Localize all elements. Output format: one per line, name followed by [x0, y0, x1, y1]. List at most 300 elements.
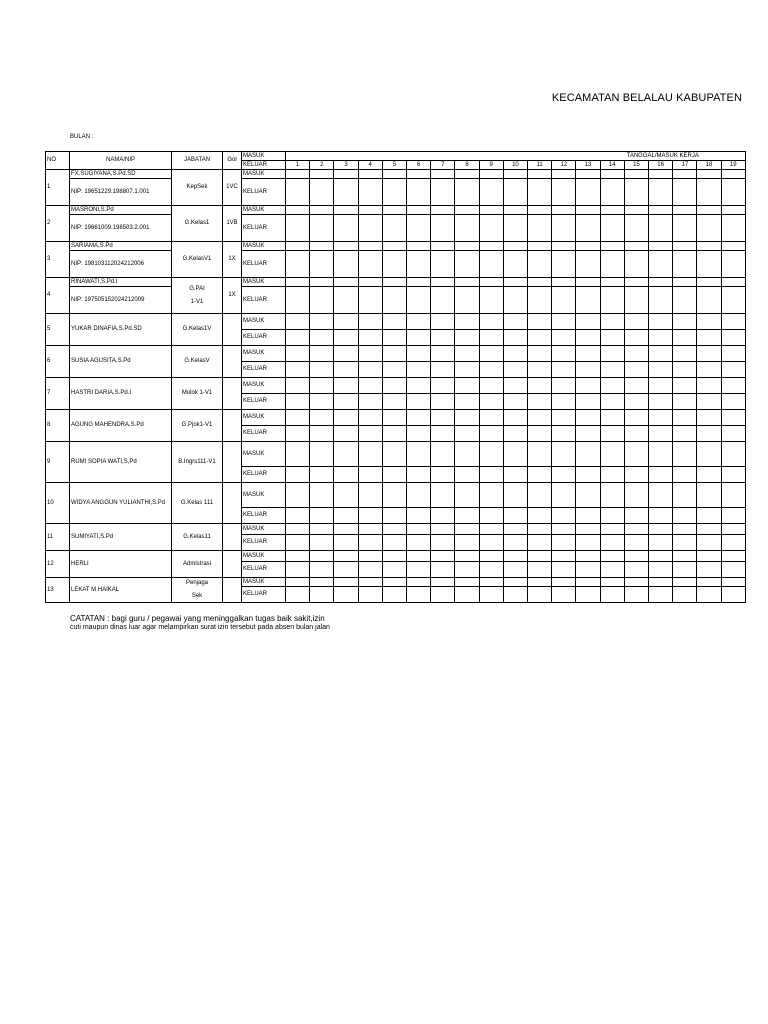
- employee-row: [46, 578, 746, 587]
- bulan-label: BULAN :: [70, 134, 94, 140]
- day-cell-keluar: [624, 330, 648, 346]
- day-cell-keluar: [528, 251, 552, 278]
- day-cell-keluar: [600, 394, 624, 410]
- day-cell-keluar: [624, 467, 648, 483]
- day-header: 1: [286, 161, 310, 170]
- day-cell-keluar: [721, 508, 745, 524]
- day-cell-keluar: [649, 287, 673, 314]
- day-cell-masuk: [407, 524, 431, 535]
- day-cell-keluar: [382, 330, 406, 346]
- day-cell-masuk: [479, 242, 503, 251]
- employee-name: SUMIYATI,S.Pd: [70, 524, 172, 551]
- day-cell-masuk: [479, 314, 503, 330]
- day-cell-keluar: [576, 251, 600, 278]
- day-cell-keluar: [479, 587, 503, 603]
- day-cell-keluar: [576, 508, 600, 524]
- day-cell-masuk: [673, 442, 697, 467]
- employee-nip: NIP: 19651229.198807.1.001: [70, 179, 172, 206]
- day-header: 6: [407, 161, 431, 170]
- day-cell-keluar: [503, 535, 527, 551]
- day-cell-masuk: [552, 378, 576, 394]
- day-cell-masuk: [503, 346, 527, 362]
- day-cell-masuk: [382, 278, 406, 287]
- day-cell-keluar: [358, 362, 382, 378]
- day-cell-masuk: [358, 524, 382, 535]
- day-cell-masuk: [697, 346, 721, 362]
- day-cell-masuk: [624, 206, 648, 215]
- day-cell-keluar: [576, 215, 600, 242]
- day-cell-keluar: [503, 508, 527, 524]
- employee-name: HASTRI DARIA,S.Pd.I: [70, 378, 172, 410]
- day-cell-keluar: [431, 330, 455, 346]
- day-cell-masuk: [576, 483, 600, 508]
- masuk-label: MASUK: [242, 378, 286, 394]
- day-cell-masuk: [649, 242, 673, 251]
- day-cell-keluar: [455, 362, 479, 378]
- employee-jabatan: [172, 314, 223, 346]
- day-cell-masuk: [310, 483, 334, 508]
- day-cell-masuk: [382, 442, 406, 467]
- day-cell-keluar: [479, 535, 503, 551]
- day-cell-keluar: [310, 535, 334, 551]
- day-cell-keluar: [697, 467, 721, 483]
- day-cell-keluar: [697, 587, 721, 603]
- day-cell-keluar: [624, 508, 648, 524]
- masuk-label: MASUK: [242, 242, 286, 251]
- jabatan-text: B.Ingrs111-V1: [178, 458, 216, 465]
- day-cell-masuk: [407, 346, 431, 362]
- day-cell-masuk: [576, 206, 600, 215]
- day-cell-masuk: [382, 410, 406, 426]
- day-cell-keluar: [576, 179, 600, 206]
- day-cell-masuk: [455, 314, 479, 330]
- day-cell-masuk: [310, 410, 334, 426]
- day-cell-masuk: [455, 483, 479, 508]
- day-cell-keluar: [552, 251, 576, 278]
- day-cell-keluar: [407, 394, 431, 410]
- day-cell-keluar: [673, 467, 697, 483]
- jabatan-text: Penjaga: [185, 580, 209, 586]
- day-cell-masuk: [286, 410, 310, 426]
- employee-row-keluar: [46, 179, 746, 206]
- day-cell-masuk: [382, 378, 406, 394]
- day-cell-keluar: [649, 362, 673, 378]
- day-cell-masuk: [334, 551, 358, 562]
- masuk-label: MASUK: [242, 442, 286, 467]
- day-cell-keluar: [382, 215, 406, 242]
- day-cell-masuk: [407, 578, 431, 587]
- day-cell-keluar: [697, 330, 721, 346]
- row-no: 4: [46, 278, 70, 314]
- day-cell-keluar: [649, 179, 673, 206]
- day-cell-keluar: [407, 562, 431, 578]
- day-cell-masuk: [310, 551, 334, 562]
- day-cell-masuk: [697, 442, 721, 467]
- jabatan-text: Mulok 1-V1: [181, 390, 213, 396]
- day-cell-masuk: [600, 278, 624, 287]
- day-cell-masuk: [721, 442, 745, 467]
- day-cell-masuk: [576, 170, 600, 179]
- day-cell-keluar: [479, 179, 503, 206]
- day-cell-masuk: [576, 410, 600, 426]
- day-cell-keluar: [649, 251, 673, 278]
- day-cell-keluar: [455, 467, 479, 483]
- day-cell-keluar: [310, 251, 334, 278]
- day-cell-masuk: [600, 314, 624, 330]
- employee-jabatan: [172, 242, 223, 278]
- day-cell-keluar: [552, 535, 576, 551]
- employee-gol: [223, 346, 242, 378]
- day-cell-keluar: [600, 287, 624, 314]
- day-cell-masuk: [286, 578, 310, 587]
- day-cell-masuk: [528, 346, 552, 362]
- day-cell-masuk: [721, 551, 745, 562]
- day-cell-keluar: [600, 508, 624, 524]
- row-no: 11: [46, 524, 70, 551]
- day-cell-keluar: [503, 287, 527, 314]
- day-cell-masuk: [697, 551, 721, 562]
- day-cell-masuk: [503, 206, 527, 215]
- jabatan-text: G.KelasV: [184, 358, 210, 364]
- employee-row: [46, 242, 746, 251]
- day-cell-masuk: [624, 278, 648, 287]
- day-cell-keluar: [382, 587, 406, 603]
- day-cell-masuk: [503, 410, 527, 426]
- day-cell-keluar: [528, 467, 552, 483]
- note-line-1: CATATAN : bagi guru / pegawai yang meninggalkan tugas baik sakit,izin: [70, 614, 325, 623]
- jabatan-text: G.Kelas 111: [180, 499, 214, 506]
- day-cell-keluar: [600, 179, 624, 206]
- day-cell-masuk: [697, 378, 721, 394]
- day-cell-masuk: [576, 346, 600, 362]
- day-cell-masuk: [334, 242, 358, 251]
- day-cell-masuk: [407, 206, 431, 215]
- day-header: 10: [503, 161, 527, 170]
- employee-nip: NIP: 198103112024212006: [70, 251, 172, 278]
- day-cell-keluar: [479, 508, 503, 524]
- day-cell-masuk: [382, 524, 406, 535]
- masuk-label: MASUK: [242, 524, 286, 535]
- jabatan-text-2: Sek: [191, 593, 203, 599]
- day-cell-masuk: [600, 483, 624, 508]
- keluar-label: KELUAR: [242, 562, 286, 578]
- day-cell-masuk: [431, 346, 455, 362]
- employee-jabatan: [172, 278, 223, 314]
- day-cell-masuk: [431, 170, 455, 179]
- day-cell-keluar: [649, 467, 673, 483]
- day-header: 13: [576, 161, 600, 170]
- day-cell-keluar: [552, 508, 576, 524]
- day-cell-masuk: [407, 483, 431, 508]
- day-header: 15: [624, 161, 648, 170]
- day-cell-keluar: [673, 179, 697, 206]
- employee-row: [46, 206, 746, 215]
- employee-gol: [223, 578, 242, 603]
- day-cell-masuk: [503, 483, 527, 508]
- employee-jabatan: [172, 578, 223, 603]
- day-cell-masuk: [528, 206, 552, 215]
- employee-jabatan: [172, 551, 223, 578]
- day-cell-masuk: [310, 346, 334, 362]
- employee-row: [46, 442, 746, 467]
- employee-name: SARIAMA,S.Pd: [70, 242, 172, 251]
- day-cell-keluar: [600, 251, 624, 278]
- day-cell-keluar: [286, 287, 310, 314]
- day-cell-masuk: [407, 551, 431, 562]
- employee-row: [46, 483, 746, 508]
- day-cell-keluar: [382, 535, 406, 551]
- day-cell-keluar: [286, 251, 310, 278]
- day-cell-keluar: [673, 330, 697, 346]
- day-cell-masuk: [673, 170, 697, 179]
- day-cell-keluar: [721, 179, 745, 206]
- employee-row: [46, 346, 746, 362]
- day-cell-masuk: [528, 410, 552, 426]
- day-cell-keluar: [503, 215, 527, 242]
- day-cell-keluar: [286, 535, 310, 551]
- day-cell-keluar: [310, 179, 334, 206]
- day-cell-masuk: [697, 206, 721, 215]
- day-cell-keluar: [528, 362, 552, 378]
- day-cell-keluar: [407, 362, 431, 378]
- day-cell-masuk: [310, 524, 334, 535]
- day-cell-masuk: [431, 314, 455, 330]
- day-cell-keluar: [431, 362, 455, 378]
- day-cell-keluar: [479, 215, 503, 242]
- day-cell-masuk: [310, 206, 334, 215]
- employee-gol: [223, 483, 242, 524]
- day-cell-keluar: [503, 251, 527, 278]
- day-cell-masuk: [455, 170, 479, 179]
- day-cell-keluar: [697, 215, 721, 242]
- day-cell-masuk: [503, 170, 527, 179]
- day-cell-keluar: [407, 330, 431, 346]
- day-cell-keluar: [479, 426, 503, 442]
- day-cell-masuk: [576, 578, 600, 587]
- employee-name: SUSIA AGUSITA,S.Pd: [70, 346, 172, 378]
- day-cell-masuk: [382, 314, 406, 330]
- day-cell-keluar: [673, 251, 697, 278]
- day-cell-masuk: [649, 410, 673, 426]
- day-cell-keluar: [358, 562, 382, 578]
- day-cell-masuk: [649, 206, 673, 215]
- day-cell-masuk: [455, 551, 479, 562]
- day-cell-keluar: [479, 562, 503, 578]
- day-cell-keluar: [649, 330, 673, 346]
- day-cell-masuk: [503, 524, 527, 535]
- day-cell-masuk: [552, 278, 576, 287]
- day-cell-masuk: [673, 578, 697, 587]
- day-cell-keluar: [382, 426, 406, 442]
- day-cell-keluar: [576, 535, 600, 551]
- header-nama-nip: NAMA/NIP: [70, 152, 172, 170]
- day-cell-masuk: [479, 524, 503, 535]
- employee-gol: [223, 524, 242, 551]
- day-cell-masuk: [697, 410, 721, 426]
- employee-name: RUMI SOPIA WATI,S,Pd: [70, 442, 172, 483]
- day-cell-masuk: [407, 278, 431, 287]
- keluar-label: KELUAR: [242, 179, 286, 206]
- day-cell-masuk: [649, 442, 673, 467]
- day-cell-keluar: [576, 426, 600, 442]
- employee-name: MASRONI,S.Pd: [70, 206, 172, 215]
- day-cell-masuk: [528, 578, 552, 587]
- day-cell-masuk: [286, 442, 310, 467]
- day-cell-masuk: [407, 242, 431, 251]
- day-cell-masuk: [624, 551, 648, 562]
- day-cell-masuk: [600, 206, 624, 215]
- day-cell-keluar: [407, 251, 431, 278]
- day-cell-keluar: [552, 467, 576, 483]
- day-cell-keluar: [407, 426, 431, 442]
- employee-gol: 1VB: [223, 206, 242, 242]
- keluar-label: KELUAR: [242, 587, 286, 603]
- employee-gol: 1X: [223, 278, 242, 314]
- day-cell-masuk: [334, 314, 358, 330]
- employee-gol: [223, 551, 242, 578]
- day-cell-masuk: [649, 483, 673, 508]
- day-cell-keluar: [431, 562, 455, 578]
- day-cell-masuk: [552, 524, 576, 535]
- day-cell-masuk: [649, 551, 673, 562]
- day-cell-keluar: [649, 535, 673, 551]
- attendance-table: [45, 151, 746, 603]
- employee-name: FX.SUGIYANA,S.Pd.SD: [70, 170, 172, 179]
- day-cell-keluar: [697, 508, 721, 524]
- row-no: 5: [46, 314, 70, 346]
- catatan-note: [70, 614, 330, 632]
- day-cell-keluar: [600, 426, 624, 442]
- employee-jabatan: [172, 442, 223, 483]
- day-cell-keluar: [358, 287, 382, 314]
- day-cell-keluar: [503, 330, 527, 346]
- day-cell-keluar: [552, 394, 576, 410]
- day-cell-masuk: [697, 278, 721, 287]
- day-cell-keluar: [576, 330, 600, 346]
- day-cell-masuk: [358, 314, 382, 330]
- day-cell-masuk: [721, 206, 745, 215]
- day-cell-masuk: [600, 170, 624, 179]
- day-cell-keluar: [528, 508, 552, 524]
- masuk-label: MASUK: [242, 346, 286, 362]
- day-cell-masuk: [624, 314, 648, 330]
- day-cell-masuk: [600, 346, 624, 362]
- day-cell-keluar: [407, 179, 431, 206]
- day-cell-keluar: [479, 394, 503, 410]
- day-cell-keluar: [358, 215, 382, 242]
- day-cell-masuk: [576, 524, 600, 535]
- day-cell-keluar: [528, 330, 552, 346]
- day-header: 12: [552, 161, 576, 170]
- employee-row: [46, 278, 746, 287]
- day-cell-keluar: [721, 426, 745, 442]
- day-cell-masuk: [479, 578, 503, 587]
- day-cell-keluar: [624, 362, 648, 378]
- day-cell-keluar: [334, 535, 358, 551]
- day-cell-keluar: [431, 394, 455, 410]
- day-cell-masuk: [649, 524, 673, 535]
- day-cell-keluar: [407, 467, 431, 483]
- day-cell-keluar: [624, 394, 648, 410]
- day-cell-masuk: [649, 170, 673, 179]
- day-cell-masuk: [503, 378, 527, 394]
- day-cell-keluar: [528, 535, 552, 551]
- header-keluar: KELUAR: [242, 161, 286, 170]
- keluar-label: KELUAR: [242, 508, 286, 524]
- day-cell-keluar: [576, 287, 600, 314]
- day-cell-masuk: [407, 410, 431, 426]
- day-cell-keluar: [576, 562, 600, 578]
- day-cell-keluar: [697, 251, 721, 278]
- jabatan-text: G.Pjok1-V1: [181, 422, 213, 428]
- employee-name: RINAWATI,S.Pd.I: [70, 278, 172, 287]
- day-cell-masuk: [552, 483, 576, 508]
- day-cell-keluar: [358, 535, 382, 551]
- day-header: 8: [455, 161, 479, 170]
- day-cell-masuk: [334, 442, 358, 467]
- day-cell-masuk: [431, 410, 455, 426]
- header-row-1: [46, 152, 746, 161]
- employee-nip: NIP: 19661009.198503.2.001: [70, 215, 172, 242]
- day-cell-keluar: [552, 287, 576, 314]
- day-header: 5: [382, 161, 406, 170]
- row-no: 2: [46, 206, 70, 242]
- jabatan-text: G.Kelas1V: [182, 326, 212, 332]
- day-cell-keluar: [286, 179, 310, 206]
- day-cell-masuk: [503, 551, 527, 562]
- day-cell-keluar: [334, 179, 358, 206]
- day-cell-keluar: [431, 287, 455, 314]
- day-cell-keluar: [721, 394, 745, 410]
- employee-jabatan: [172, 206, 223, 242]
- jabatan-text: G.Kelas11: [183, 533, 211, 540]
- day-cell-keluar: [552, 215, 576, 242]
- day-cell-keluar: [286, 330, 310, 346]
- employee-gol: [223, 442, 242, 483]
- day-header: 4: [358, 161, 382, 170]
- day-cell-masuk: [576, 551, 600, 562]
- day-cell-masuk: [721, 483, 745, 508]
- day-header: 18: [697, 161, 721, 170]
- day-cell-masuk: [286, 551, 310, 562]
- day-cell-masuk: [528, 170, 552, 179]
- day-cell-keluar: [721, 467, 745, 483]
- day-cell-keluar: [624, 587, 648, 603]
- day-cell-keluar: [334, 215, 358, 242]
- day-cell-keluar: [673, 587, 697, 603]
- day-cell-masuk: [455, 442, 479, 467]
- day-cell-masuk: [649, 378, 673, 394]
- day-cell-masuk: [528, 483, 552, 508]
- day-cell-masuk: [528, 524, 552, 535]
- day-cell-keluar: [334, 467, 358, 483]
- day-cell-masuk: [286, 242, 310, 251]
- day-cell-keluar: [503, 394, 527, 410]
- day-cell-masuk: [455, 524, 479, 535]
- day-cell-keluar: [334, 330, 358, 346]
- day-cell-masuk: [382, 242, 406, 251]
- day-cell-masuk: [649, 278, 673, 287]
- day-cell-keluar: [576, 362, 600, 378]
- keluar-label: KELUAR: [242, 215, 286, 242]
- day-cell-masuk: [334, 410, 358, 426]
- day-cell-masuk: [479, 483, 503, 508]
- day-cell-masuk: [721, 170, 745, 179]
- day-cell-masuk: [286, 278, 310, 287]
- day-cell-keluar: [624, 426, 648, 442]
- day-cell-masuk: [528, 378, 552, 394]
- day-cell-keluar: [334, 251, 358, 278]
